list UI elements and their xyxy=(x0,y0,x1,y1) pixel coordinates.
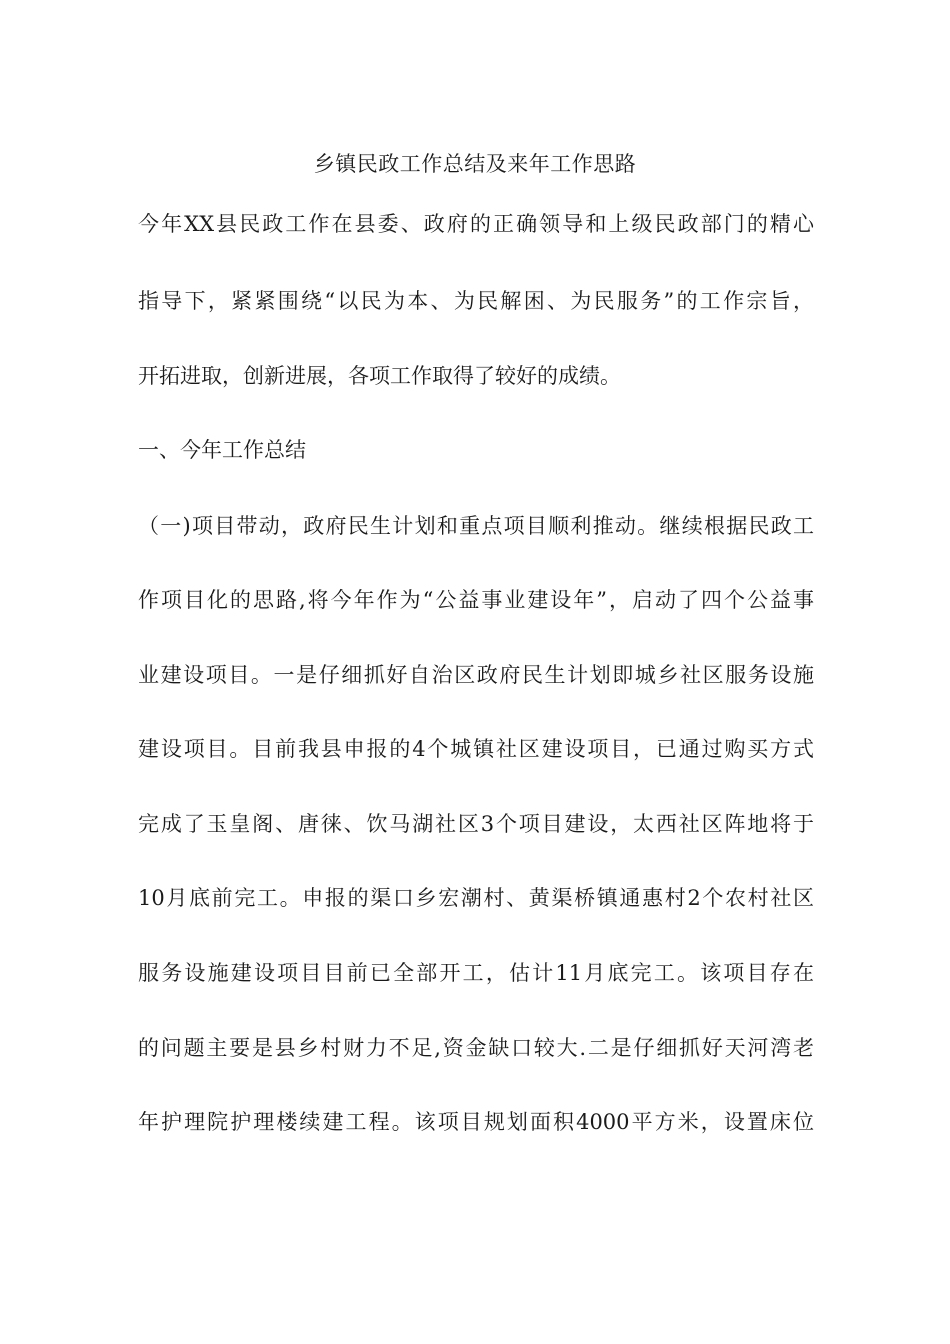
intro-line-3: 开拓进取，创新进展，各项工作取得了较好的成绩。 xyxy=(138,364,621,388)
body-line-5: 完成了玉皇阁、唐徕、饮马湖社区3个项目建设，太西社区阵地将于 xyxy=(138,812,814,836)
body-line-6: 10月底前完工。申报的渠口乡宏潮村、黄渠桥镇通惠村2个农村社区 xyxy=(138,886,814,910)
body-line-1: （一)项目带动，政府民生计划和重点项目顺利推动。继续根据民政工 xyxy=(138,514,814,538)
section-heading: 一、今年工作总结 xyxy=(138,438,306,462)
body-line-9: 年护理院护理楼续建工程。该项目规划面积4000平方米，设置床位 xyxy=(138,1110,814,1134)
intro-line-2: 指导下，紧紧围绕“以民为本、为民解困、为民服务”的工作宗旨， xyxy=(138,289,814,313)
body-line-2: 作项目化的思路,将今年作为“公益事业建设年”，启动了四个公益事 xyxy=(138,588,814,612)
body-line-7: 服务设施建设项目目前已全部开工，估计11月底完工。该项目存在 xyxy=(138,961,814,985)
body-line-3: 业建设项目。一是仔细抓好自治区政府民生计划即城乡社区服务设施 xyxy=(138,663,814,687)
body-line-4: 建设项目。目前我县申报的4个城镇社区建设项目，已通过购买方式 xyxy=(138,737,814,761)
intro-line-1: 今年XX县民政工作在县委、政府的正确领导和上级民政部门的精心 xyxy=(138,212,814,236)
document-title: 乡镇民政工作总结及来年工作思路 xyxy=(313,152,637,176)
body-line-8: 的问题主要是县乡村财力不足,资金缺口较大.二是仔细抓好天河湾老 xyxy=(138,1036,814,1060)
